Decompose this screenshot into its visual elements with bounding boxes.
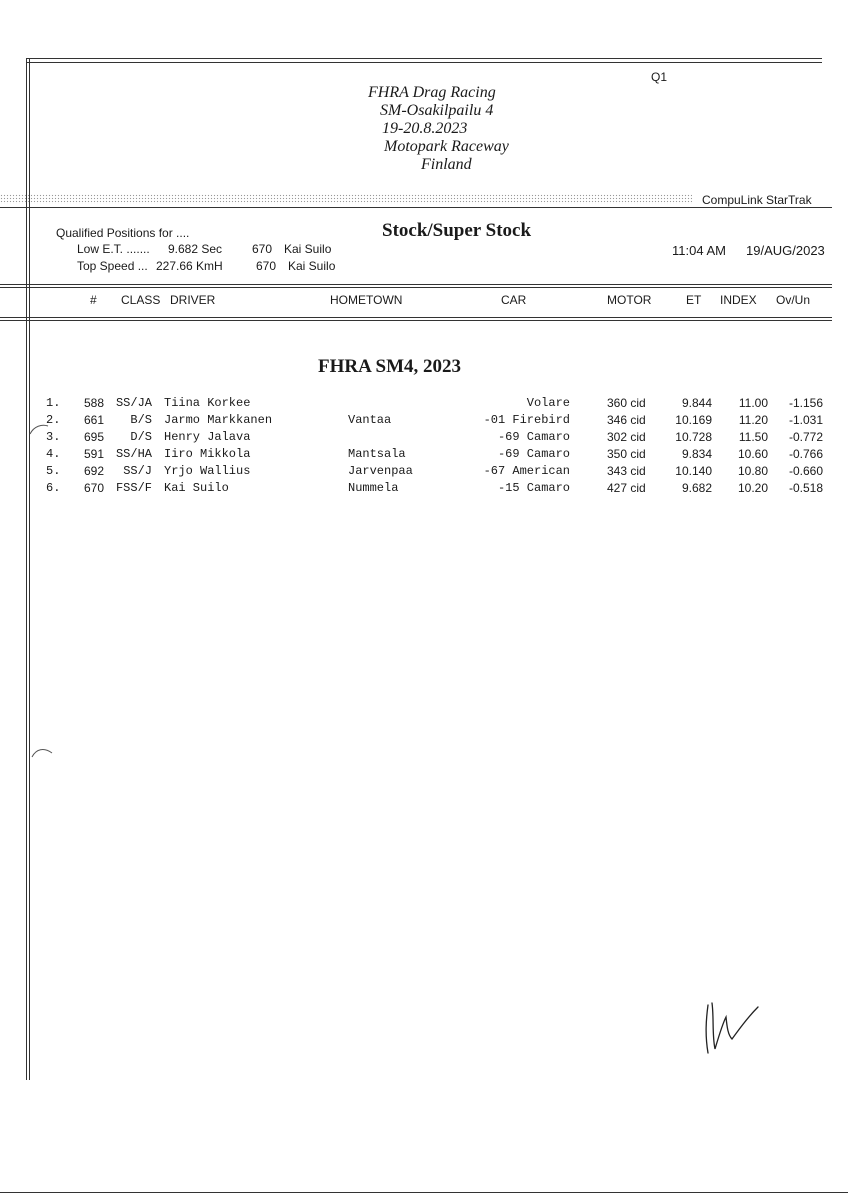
cell-ovun: -0.518 xyxy=(788,481,823,495)
header-rule xyxy=(0,207,832,208)
low-et-driver: Kai Suilo xyxy=(284,242,332,256)
title-line-4: Motopark Raceway xyxy=(384,138,509,155)
cell-driver: Henry Jalava xyxy=(164,430,251,444)
left-border xyxy=(26,58,27,1080)
cell-ovun: -0.660 xyxy=(788,464,823,478)
cell-car: Volare xyxy=(526,396,570,410)
cell-index: 10.80 xyxy=(737,464,768,478)
low-et-label: Low E.T. ....... xyxy=(77,242,150,256)
table-row xyxy=(0,413,848,430)
event-heading: FHRA SM4, 2023 xyxy=(318,356,462,377)
table-row xyxy=(0,481,848,498)
cell-pos: 4. xyxy=(46,447,61,461)
footer-rule xyxy=(0,1192,848,1193)
cell-num: 591 xyxy=(84,447,105,461)
cell-et: 10.728 xyxy=(675,430,712,444)
cell-motor: 343 cid xyxy=(607,464,646,478)
cell-ovun: -0.772 xyxy=(788,430,823,444)
cell-class: SS/HA xyxy=(115,447,152,461)
columns-rule-bottom xyxy=(0,317,832,318)
cell-index: 11.20 xyxy=(738,413,768,427)
report-time: 11:04 AM xyxy=(672,243,726,258)
top-rule-2 xyxy=(26,62,822,63)
col-class: CLASS xyxy=(121,293,161,307)
cell-num: 588 xyxy=(84,396,105,410)
left-border-inner xyxy=(29,58,30,1080)
event-title-block xyxy=(368,84,568,174)
cell-index: 11.50 xyxy=(738,430,768,444)
cell-motor: 350 cid xyxy=(607,447,646,461)
low-et-value: 9.682 Sec xyxy=(168,242,223,256)
cell-class: SS/J xyxy=(123,464,152,478)
col-et: ET xyxy=(686,293,702,307)
cell-num: 670 xyxy=(84,481,105,495)
table-row xyxy=(0,447,848,464)
cell-car: -69 Camaro xyxy=(497,430,570,444)
title-line-1: FHRA Drag Racing xyxy=(368,84,496,101)
cell-class: SS/JA xyxy=(115,396,152,410)
table-row xyxy=(0,396,848,413)
category-title: Stock/Super Stock xyxy=(382,220,532,241)
cell-motor: 346 cid xyxy=(607,413,646,427)
cell-num: 692 xyxy=(84,464,105,478)
cell-car: -67 American xyxy=(483,464,570,478)
cell-index: 10.60 xyxy=(737,447,768,461)
qualified-label: Qualified Positions for .... xyxy=(56,226,190,240)
cell-et: 10.169 xyxy=(675,413,712,427)
top-speed-number: 670 xyxy=(256,259,277,273)
cell-pos: 5. xyxy=(46,464,61,478)
cell-et: 9.834 xyxy=(681,447,712,461)
cell-driver: Iiro Mikkola xyxy=(164,447,251,461)
cell-motor: 427 cid xyxy=(607,481,646,495)
cell-motor: 360 cid xyxy=(607,396,646,410)
col-index: INDEX xyxy=(720,293,757,307)
session-label: Q1 xyxy=(651,70,668,84)
col-car: CAR xyxy=(501,293,527,307)
cell-class: B/S xyxy=(130,413,152,427)
cell-hometown: Mantsala xyxy=(348,447,406,461)
col-driver: DRIVER xyxy=(170,293,216,307)
cell-num: 695 xyxy=(84,430,105,444)
cell-index: 11.00 xyxy=(738,396,768,410)
cell-pos: 3. xyxy=(46,430,61,444)
cell-driver: Yrjo Wallius xyxy=(164,464,251,478)
cell-hometown: Vantaa xyxy=(348,413,392,427)
cell-class: FSS/F xyxy=(115,481,152,495)
top-speed-label: Top Speed ... xyxy=(77,259,148,273)
columns-rule-bottom-2 xyxy=(0,320,832,321)
cell-et: 9.844 xyxy=(681,396,712,410)
cell-car: -69 Camaro xyxy=(497,447,570,461)
cell-motor: 302 cid xyxy=(607,430,646,444)
punch-mark-top xyxy=(28,422,50,436)
cell-car: -01 Firebird xyxy=(483,413,570,427)
cell-driver: Kai Suilo xyxy=(164,481,229,495)
cell-ovun: -0.766 xyxy=(788,447,823,461)
signature xyxy=(700,995,770,1065)
cell-pos: 1. xyxy=(46,396,61,410)
cell-num: 661 xyxy=(84,413,105,427)
col-motor: MOTOR xyxy=(607,293,652,307)
cell-et: 10.140 xyxy=(675,464,712,478)
col-num: # xyxy=(90,293,97,307)
top-speed-value: 227.66 KmH xyxy=(156,259,223,273)
col-ovun: Ov/Un xyxy=(776,293,811,307)
table-row xyxy=(0,464,848,481)
cell-index: 10.20 xyxy=(737,481,768,495)
punch-mark-bottom xyxy=(30,745,54,759)
title-line-3: 19-20.8.2023 xyxy=(382,120,468,137)
cell-car: -15 Camaro xyxy=(497,481,570,495)
top-rule xyxy=(26,58,822,59)
columns-rule-top-2 xyxy=(0,287,832,288)
cell-ovun: -1.031 xyxy=(788,413,823,427)
cell-pos: 6. xyxy=(46,481,61,495)
dotted-separator xyxy=(0,194,692,204)
columns-rule-top xyxy=(0,284,832,285)
cell-hometown: Nummela xyxy=(348,481,399,495)
cell-driver: Tiina Korkee xyxy=(164,396,251,410)
system-label: CompuLink StarTrak xyxy=(702,193,812,207)
table-row xyxy=(0,430,848,447)
cell-pos: 2. xyxy=(46,413,61,427)
title-line-2: SM-Osakilpailu 4 xyxy=(380,102,494,119)
cell-driver: Jarmo Markkanen xyxy=(164,413,273,427)
low-et-number: 670 xyxy=(252,242,273,256)
cell-hometown: Jarvenpaa xyxy=(348,464,413,478)
report-date: 19/AUG/2023 xyxy=(746,243,825,258)
top-speed-driver: Kai Suilo xyxy=(288,259,336,273)
title-line-5: Finland xyxy=(421,156,472,173)
cell-ovun: -1.156 xyxy=(788,396,823,410)
cell-class: D/S xyxy=(130,430,152,444)
cell-et: 9.682 xyxy=(681,481,712,495)
col-hometown: HOMETOWN xyxy=(330,293,403,307)
